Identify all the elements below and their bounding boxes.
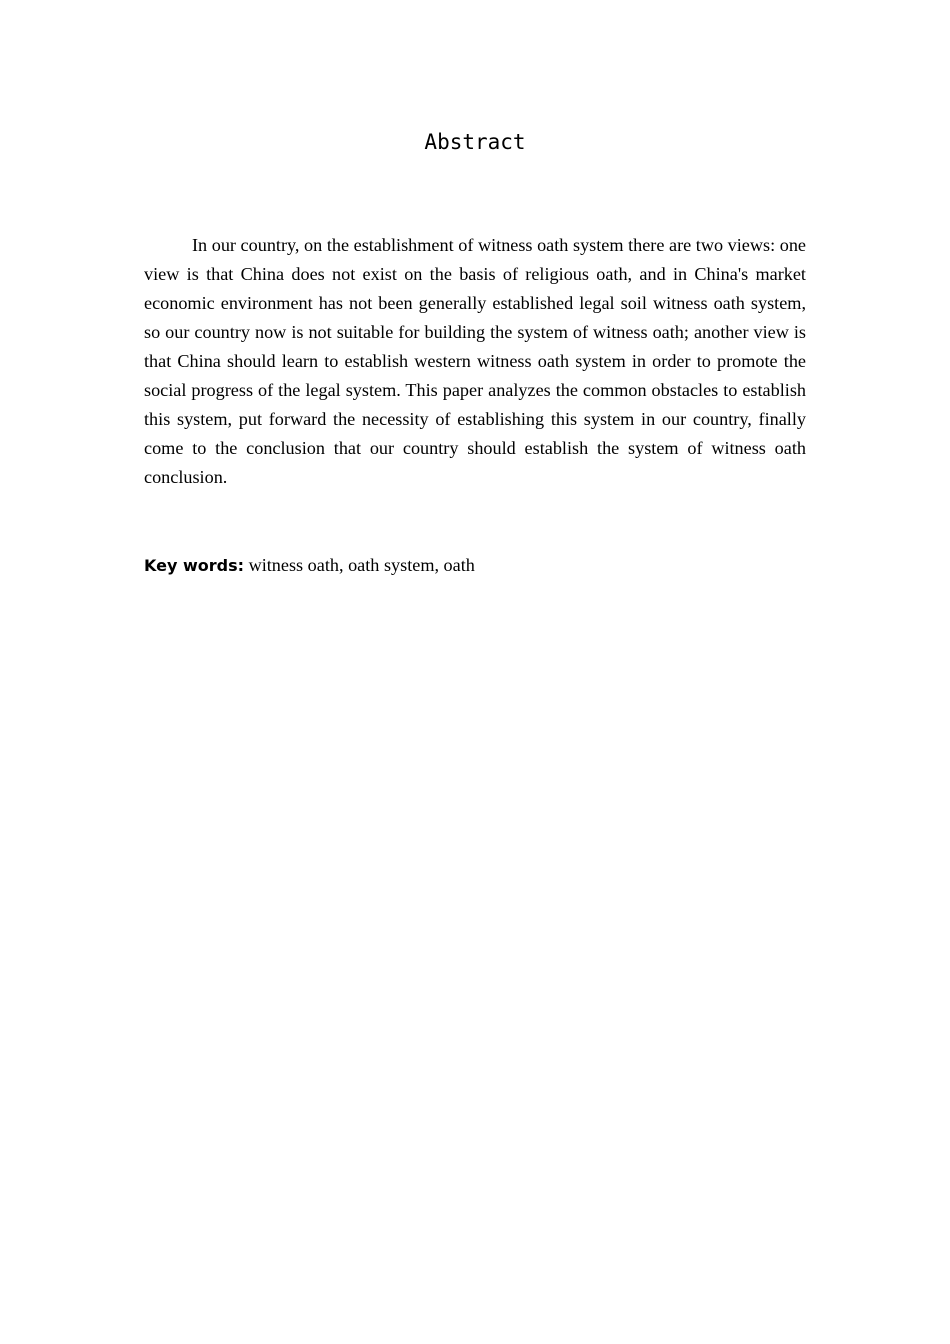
abstract-paragraph: In our country, on the establishment of witness oath system there are two views: one view is that China does not exist on the basis of religious oath, and in China's market economic environment has not been generally established legal soil witness oath system, so our country now is not suitable for building the system of witness oath; another view is that China should learn to establish western witness oath system in order to promote the social progress of the legal system. This paper analyzes the common obstacles to establish this system, put forward the necessity of establishing this system in our country, finally come to the conclusion that our country should establish the system of witness oath conclusion. [144,235,806,487]
keywords-line [144,551,806,580]
keywords-value: witness oath, oath system, oath [248,555,475,575]
page-title: Abstract [424,130,526,154]
keywords-label: Key words: [144,556,245,575]
